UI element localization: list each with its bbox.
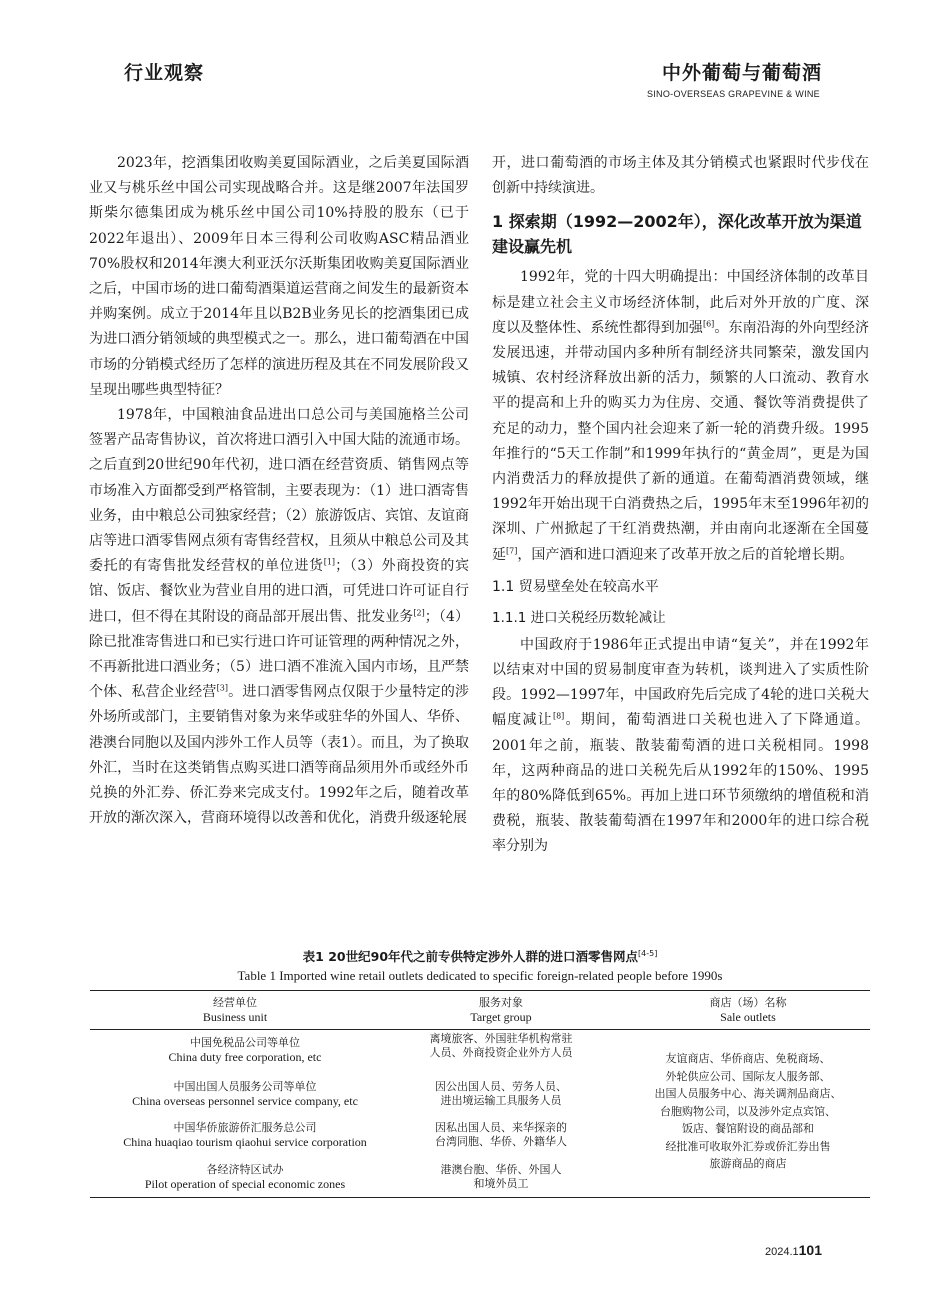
subsubsection-heading: 1.1.1 进口关税经历数轮减让 xyxy=(492,609,666,626)
target-line: 港澳台胞、华侨、外国人 xyxy=(440,1163,562,1176)
outlet-line: 友谊商店、华侨商店、免税商场、 xyxy=(665,1052,831,1065)
right-column xyxy=(492,151,869,860)
text-run: 。期间，葡萄酒进口关税也进入了下降通道。2001年之前，瓶装、散装葡萄酒的进口关税相同。1998年，这两种商品的进口关税先后从1992年的150%、1995年的80%降低到65%。再加上进口环节须缴纳的增值税和消费税，瓶装、散装葡萄酒在1997年和2000年的进口综合税率分别为 xyxy=(492,712,870,855)
target-line: 因私出国人员、来华探亲的 xyxy=(435,1121,567,1134)
paragraph-reform xyxy=(492,265,869,567)
unit-cn: 中国免税品公司等单位 xyxy=(190,1036,300,1049)
text-run: 中国政府于1986年正式提出申请“复关”，并在1992年以结束对中国的贸易制度审查为转机，谈判进入了实质性阶段。1992—1997年，中国政府先后完成了4轮的进口关税大幅度减让 xyxy=(492,636,869,729)
table-cell-target xyxy=(376,1121,626,1149)
text-run: ，国产酒和进口酒迎来了改革开放之后的首轮增长期。 xyxy=(517,546,854,563)
paragraph-tariff xyxy=(492,633,869,860)
issue-date: 2024.1 xyxy=(764,1246,799,1258)
section-label: 行业观察 xyxy=(124,62,205,84)
citation: [4-5] xyxy=(638,948,658,958)
header-en: Target group xyxy=(470,1010,532,1024)
page-footer xyxy=(765,1242,822,1260)
header-cell xyxy=(376,996,626,1024)
outlet-line: 旅游商品的商店 xyxy=(709,1157,787,1170)
header-cell xyxy=(120,996,350,1024)
paragraph-continued: 开，进口葡萄酒的市场主体及其分销模式也紧跟时代步伐在创新中持续演进。 xyxy=(492,155,869,197)
unit-en: China overseas personnel service company, etc xyxy=(132,1094,358,1108)
subsection-heading: 1.1 贸易壁垒处在较高水平 xyxy=(492,578,659,595)
citation: [2] xyxy=(413,608,425,617)
paragraph-intro: 2023年，挖酒集团收购美夏国际酒业，之后美夏国际酒业又与桃乐丝中国公司实现战略合并。这是继2007年法国罗斯柴尔德集团成为桃乐丝中国公司10%持股的股东（已于2022年退出）、2009年日本三得利公司收购ASC精品酒业70%股权和2014年澳大利亚沃尔沃斯集团收购美夏国际酒业之后，中国市场的进口葡萄酒渠道运营商之间发生的最新资本并购案例。成立于2014年且以B2B业务见长的挖酒集团已成为进口酒分销领域的典型模式之一。那么，进口葡萄酒在中国市场的分销模式经历了怎样的演进历程及其在不同发展阶段又呈现出哪些典型特征？ xyxy=(89,155,469,398)
citation: [1] xyxy=(323,557,336,567)
journal-title: 中外葡萄与葡萄酒 xyxy=(661,62,822,84)
paragraph-history xyxy=(89,403,469,831)
unit-en: Pilot operation of special economic zones xyxy=(144,1177,346,1191)
table-cell-unit xyxy=(90,1036,400,1064)
unit-en: China huaqiao tourism qiaohui service corporation xyxy=(123,1135,367,1149)
text-run: 1992年，党的十四大明确提出：中国经济体制的改革目标是建立社会主义市场经济体制，此后对外开放的广度、深度以及整体性、系统性都得到加强 xyxy=(492,269,869,336)
target-line: 离境旅客、外国驻华机构常驻 xyxy=(429,1032,573,1045)
table-cell-unit xyxy=(90,1121,400,1149)
table-cell-target xyxy=(376,1032,626,1060)
table-cell-target xyxy=(376,1080,626,1108)
text-run: ；（3）外商投资的宾馆、饭店、餐饮业为营业自用的进口酒，可凭进口许可证自行进口，但不得在其附设的商品部开展出售、批发业务 xyxy=(89,558,469,625)
citation: [6] xyxy=(702,319,715,329)
header-cn: 服务对象 xyxy=(479,996,523,1009)
journal-subtitle: SINO-OVERSEAS GRAPEVINE & WINE xyxy=(646,89,820,99)
unit-cn: 中国出国人员服务公司等单位 xyxy=(173,1080,317,1093)
target-line: 人员、外商投资企业外方人员 xyxy=(429,1046,573,1059)
header-en: Sale outlets xyxy=(720,1010,776,1024)
table-title xyxy=(90,947,870,965)
citation: [7] xyxy=(506,545,518,555)
citation: [3] xyxy=(216,683,228,693)
target-line: 和境外员工 xyxy=(473,1177,529,1190)
table-cell-outlets xyxy=(630,1050,866,1173)
outlet-line: 台胞购物公司，以及涉外定点宾馆、 xyxy=(660,1104,836,1118)
outlet-line: 出国人员服务中心、海关调剂品商店、 xyxy=(654,1087,842,1100)
target-line: 进出境运输工具服务人员 xyxy=(440,1094,562,1107)
outlet-line: 外轮供应公司、国际友人服务部、 xyxy=(665,1069,831,1083)
target-line: 台湾同胞、华侨、外籍华人 xyxy=(435,1135,567,1148)
text-run: 1978年，中国粮油食品进出口总公司与美国施格兰公司签署产品寄售协议，首次将进口酒引入中国大陆的流通市场。之后直到20世纪90年代初，进口酒在经营资质、销售网点等市场准入方面都受到严格管制，主要表现为：（1）进口酒寄售业务，由中粮总公司独家经营；（2）旅游饭店、宾馆、友谊商店等进口酒零售网点须有寄售经营权，且须从中粮总公司及其委托的有寄售批发经营权的单位进货 xyxy=(89,407,469,575)
outlet-line: 饭店、餐馆附设的商品部和 xyxy=(682,1122,814,1135)
target-line: 因公出国人员、劳务人员、 xyxy=(435,1080,567,1093)
data-table xyxy=(90,990,870,1198)
table-title-en: Table 1 Imported wine retail outlets dedicated to specific foreign-related people before 1990s xyxy=(237,968,723,983)
left-column xyxy=(89,151,469,831)
unit-cn: 中国华侨旅游侨汇服务总公司 xyxy=(173,1121,317,1134)
table-cell-unit xyxy=(90,1080,400,1108)
table-cell-target xyxy=(376,1163,626,1191)
unit-en: China duty free corporation, etc xyxy=(168,1050,322,1064)
header-cell xyxy=(630,996,866,1024)
section-heading: 1 探索期（1992—2002年），深化改革开放为渠道建设赢先机 xyxy=(492,212,862,257)
table-header xyxy=(90,991,870,1030)
text-run: ；（4）除已批准寄售进口和已实行进口许可证管理的两种情况之外，不再新批进口酒业务；（5）进口酒不准流入国内市场，且严禁个体、私营企业经营 xyxy=(89,608,469,701)
text-run: 。东南沿海的外向型经济发展迅速，并带动国内多种所有制经济共同繁荣，激发国内城镇、农村经济释放出新的活力，频繁的人口流动、教育水平的提高和上升的购买力为住房、交通、餐饮等消费提供了充足的动力，整个国内社会迎来了新一轮的消费升级。1995年推行的“5天工作制”和1999年执行的“黄金周”，更是为国内消费活力的释放提供了新的通道。在葡萄酒消费领域，继1992年开始出现干白消费热之后，1995年末至1996年初的深圳、广州掀起了干红消费热潮，并由南向北逐渐在全国蔓延 xyxy=(492,319,870,563)
citation: [8] xyxy=(552,711,565,721)
table-title-text: 表1 20世纪90年代之前专供特定涉外人群的进口酒零售网点 xyxy=(302,949,639,964)
header-cn: 经营单位 xyxy=(213,996,257,1009)
page-number: 101 xyxy=(798,1242,822,1258)
text-run: 。进口酒零售网点仅限于少量特定的涉外场所或部门，主要销售对象为来华或驻华的外国人、华侨、港澳台同胞以及国内涉外工作人员等（表1）。而且，为了换取外汇，当时在这类销售点购买进口酒等商品须用外币或经外币兑换的外汇券、侨汇券来完成支付。1992年之后，随着改革开放的渐次深入，营商环境得以改善和优化，消费升级逐轮展 xyxy=(89,684,470,827)
header-cn: 商店（场）名称 xyxy=(709,996,787,1009)
table-cell-unit xyxy=(90,1163,400,1191)
outlet-line: 经批准可收取外汇券或侨汇券出售 xyxy=(665,1139,831,1153)
unit-cn: 各经济特区试办 xyxy=(206,1163,284,1176)
table-body xyxy=(90,1030,870,1197)
header-en: Business unit xyxy=(202,1010,268,1024)
